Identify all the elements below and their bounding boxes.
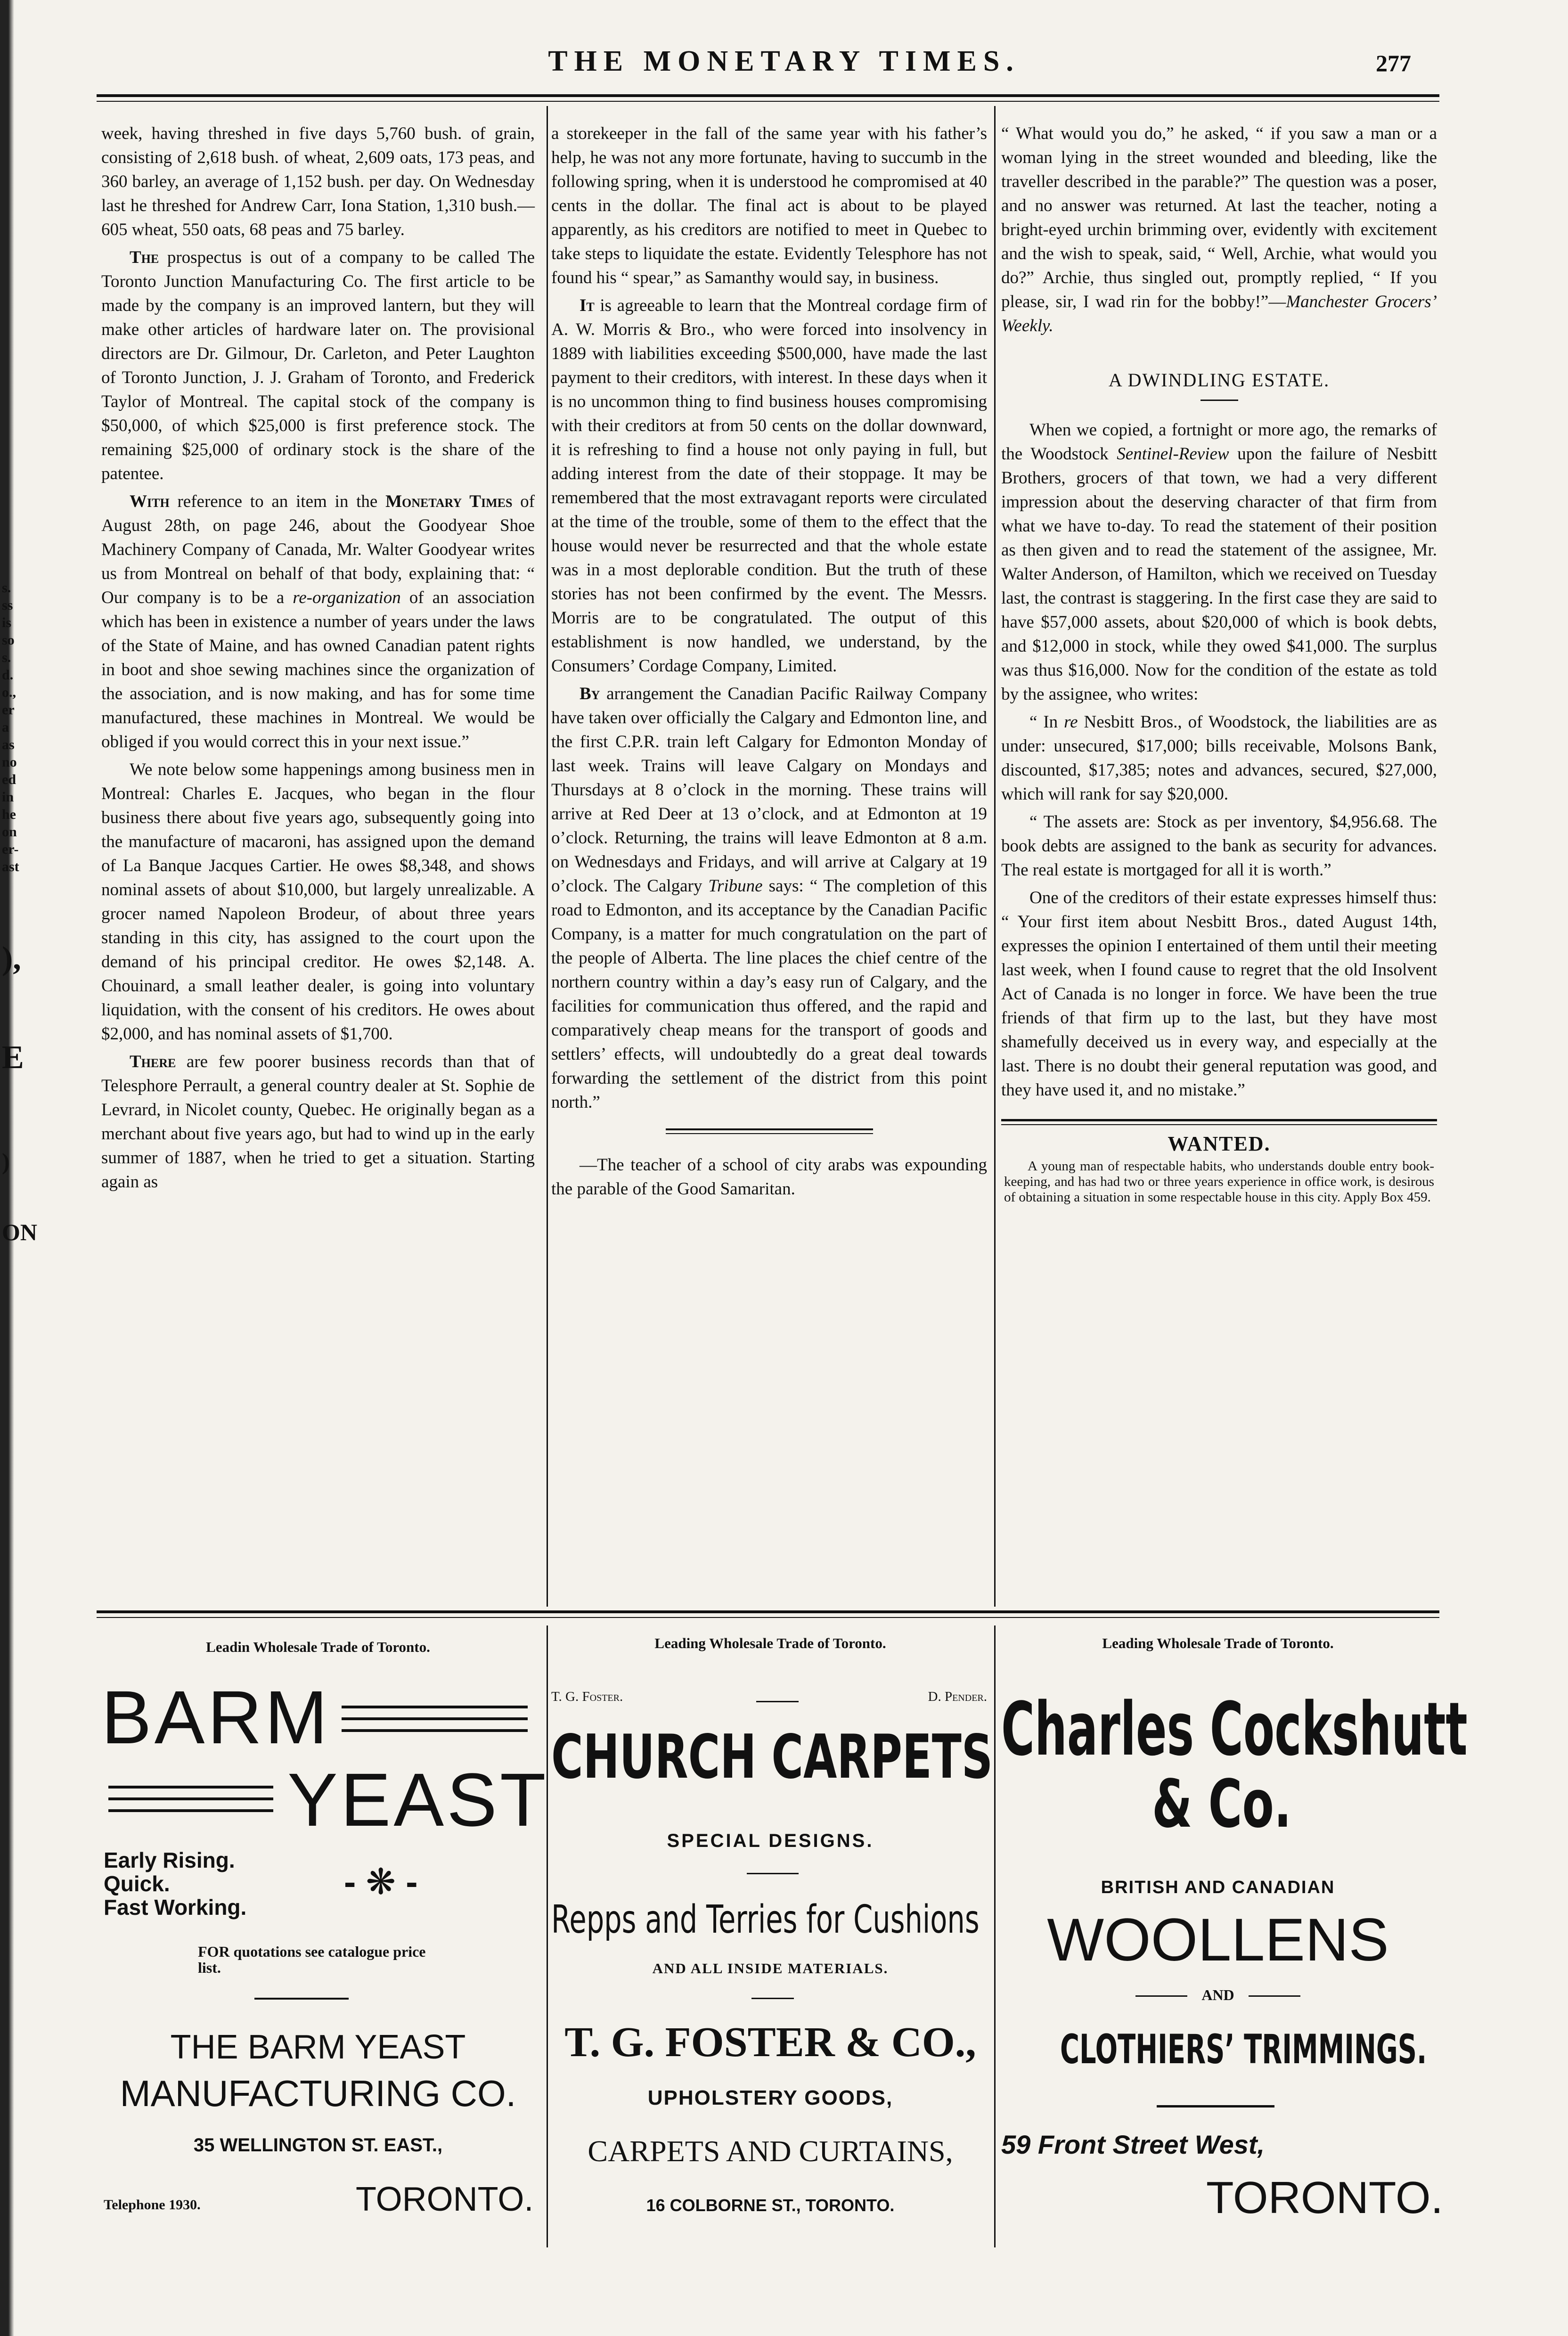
ad-heading: Leading Wholesale Trade of Toronto. xyxy=(1102,1635,1334,1651)
decorative-rule xyxy=(254,1998,349,2000)
column-divider xyxy=(547,1625,548,2247)
ad-line: UPHOLSTERY GOODS, xyxy=(647,2086,893,2109)
paragraph-lead: There xyxy=(130,1052,176,1071)
ad-word-yeast: YEAST xyxy=(287,1757,549,1842)
decorative-rule xyxy=(747,1873,799,1874)
ad-line: Quick. xyxy=(104,1871,170,1896)
paragraph-lead: By xyxy=(580,684,600,703)
ad-address: 59 Front Street West, xyxy=(1001,2130,1265,2159)
edge-fragment: ), xyxy=(2,940,21,977)
paragraph-text: of an association which has been in existence a number of years under the laws of the State of Maine, and has owned Canadian patent rights in boot and shoe sewing machines since the organization of the association, and is now making, and has for some time manufactured, these machines in Montreal. We would be obliged if you would correct this in your next issue.” xyxy=(101,588,535,751)
decorative-rule xyxy=(1249,1995,1300,1997)
column-divider xyxy=(994,106,996,1607)
ad-line: Early Rising. xyxy=(104,1848,235,1872)
separator-rule-thin xyxy=(1001,1124,1437,1125)
paragraph xyxy=(1001,418,1437,706)
ad-name: Charles Cockshutt xyxy=(1001,1686,1468,1772)
ad-woollens: WOOLLENS xyxy=(1047,1906,1389,1974)
ad-word-barm: BARM xyxy=(101,1675,331,1759)
paragraph xyxy=(1001,122,1437,338)
paragraph xyxy=(101,490,535,754)
ornament-icon: - ❋ - xyxy=(344,1862,418,1902)
edge-fragment: so xyxy=(2,632,15,648)
decorative-rule xyxy=(756,1701,799,1702)
edge-fragment: he xyxy=(2,807,16,822)
wanted-title: WANTED. xyxy=(1168,1132,1271,1155)
ad-partner-name: D. Pender. xyxy=(928,1689,987,1704)
section-title: A DWINDLING ESTATE. xyxy=(1108,369,1330,391)
ad-line: AND ALL INSIDE MATERIALS. xyxy=(652,1960,889,1977)
ad-partner-name: T. G. Foster. xyxy=(551,1689,623,1704)
edge-fragment: no xyxy=(2,754,17,770)
edge-fragment: d. xyxy=(2,667,14,683)
ad-name: & Co. xyxy=(1152,1766,1292,1843)
paragraph-lead: The xyxy=(130,248,159,267)
emphasis: re xyxy=(1064,712,1078,732)
decorative-rule xyxy=(342,1729,528,1732)
edge-fragment: ed xyxy=(2,772,16,787)
edge-fragment: o., xyxy=(2,685,16,700)
ad-heading: Leading Wholesale Trade of Toronto. xyxy=(654,1635,886,1651)
ad-subtitle: SPECIAL DESIGNS. xyxy=(667,1830,874,1851)
edge-fragment: on xyxy=(2,824,17,840)
paragraph xyxy=(551,294,987,678)
ad-line: CARPETS AND CURTAINS, xyxy=(588,2134,953,2168)
paragraph-text: “ What would you do,” he asked, “ if you saw a man or a woman lying in the street wounded and bleeding, like the traveller described in the parable?” The question was a poser, and no answer was returned. At last the teacher, noting a bright-eyed urchin brimming over, evidently with excitement and the wish to speak, said, “ Well, Archie, what would you do?” Archie, thus singled out, promptly replied, “ If you please, sir, I wad rin for the bobby!”— xyxy=(1001,124,1437,311)
paragraph: a storekeeper in the fall of the same year with his father’s help, he was not any more fortunate, having to succumb in the following spring, when it is understood he compromised at 40 cents in the dollar. The final act is about to be played apparently, as his creditors are notified to meet in Quebec to take steps to liquidate the estate. Evidently Telesphore has not found his “ spear,” as Samanthy would say, in business. xyxy=(551,124,987,287)
paragraph-text: says: “ The completion of this road to Edmonton, and its acceptance by the Canadian Pacific Company, is a matter for much congratulation on the part of the people of Alberta. The line places the chief centre of the northern country within a day’s easy run of Calgary, and the facilities for communication thus offered, and the rapid and comparatively cheap means for the transport of goods and settlers’ effects, will undoubtedly do a great deal towards forwarding the settlement of the district from this point north.” xyxy=(551,876,988,1112)
column-divider xyxy=(994,1625,996,2247)
wanted-text: A young man of respectable habits, who understands double entry book-keeping, and has had two or three years experience in office work, is desirous of obtaining a situation in some respectable house in this city. Apply Box 459. xyxy=(1004,1159,1434,1205)
paragraph: “ The assets are: Stock as per inventory, $4,956.68. The book debts are assigned to the bank as security for advances. The real estate is mortgaged for all it is worth.” xyxy=(1001,812,1437,880)
paragraph xyxy=(101,245,535,486)
ad-heading: Leadin Wholesale Trade of Toronto. xyxy=(206,1639,430,1655)
paragraph xyxy=(1001,710,1437,806)
paragraph-text: reference to an item in the xyxy=(177,492,378,511)
emphasis: re-organization xyxy=(293,588,401,607)
edge-fragment: a xyxy=(2,719,9,735)
paragraph-text: prospectus is out of a company to be called The Toronto Junction Manufacturing Co. The first article to be made by the company is an improved lantern, but they will make other articles of hardware later on. The provisional directors are Dr. Gilmour, Dr. Carleton, and Peter Laughton of Toronto Junction, J. J. Graham of Toronto, and Frederick Taylor of Montreal. The capital stock of the company is $50,000, of which $25,000 is first preference stock. The remaining $25,000 of ordinary stock is the share of the patentee. xyxy=(101,248,535,483)
ad-title: CHURCH CARPETS xyxy=(551,1722,993,1792)
title-rule xyxy=(1200,400,1238,401)
ad-company-line: MANUFACTURING CO. xyxy=(120,2073,516,2114)
paragraph xyxy=(551,682,987,1114)
edge-fragment: ON xyxy=(2,1219,37,1245)
paragraph-text: of August 28th, on page 246, about the Goodyear Shoe Machinery Company of Canada, Mr. Walter Goodyear writes us from Montreal on behalf of that body, explaining that: “ Our company is to be a xyxy=(101,492,535,607)
ad-telephone: Telephone 1930. xyxy=(104,2197,201,2213)
column-divider xyxy=(547,106,548,1607)
ad-and: AND xyxy=(1201,1986,1234,2003)
ad-trimmings: CLOTHIERS’ TRIMMINGS. xyxy=(1060,2026,1427,2073)
article-column-left xyxy=(101,122,535,1198)
ads-rule-thin xyxy=(97,1617,1439,1618)
ad-address: 35 WELLINGTON ST. EAST., xyxy=(193,2135,443,2156)
publication-name: Monetary Times xyxy=(385,492,513,511)
paragraph: week, having threshed in five days 5,760 bush. of grain, consisting of 2,618 bush. of wheat, 2,609 oats, 173 peas, and 360 barley, an average of 1,152 bush. per day. On Wednesday last he threshed for Andrew Carr, Iona Station, 1,310 bush.—605 wheat, 550 oats, 68 peas and 75 barley. xyxy=(101,124,535,239)
edge-fragment: s. xyxy=(2,580,11,596)
edge-fragment: ss xyxy=(2,597,13,613)
paragraph-text: are few poorer business records than that of Telesphore Perrault, a general country dealer at St. Sophie de Levrard, in Nicolet county, Quebec. He originally began as a merchant about five years ago, but had to wind up in the early summer of 1887, when he tried to get a situation. Starting again as xyxy=(101,1052,535,1192)
ad-line: Repps and Terries for Cushions xyxy=(551,1897,980,1942)
header-rule-thin xyxy=(97,101,1439,102)
publication-name: Tribune xyxy=(708,876,763,896)
ad-city: TORONTO. xyxy=(356,2181,534,2218)
paragraph-text: is agreeable to learn that the Montreal cordage firm of A. W. Morris & Bro., who were forced into insolvency in 1889 with liabilities exceeding $500,000, have made the last payment to their creditors, with interest. In these days when it is no uncommon thing to find business houses compromising with their creditors at from 50 cents on the dollar downward, it is refreshing to find a house not only paying in full, but adding interest from the date of their stoppage. It may be remembered that the most extravagant reports were circulated at the time of the trouble, some of them to the effect that the house would never be resurrected and that the whole estate was in a most deplorable condition. But the truth of these stories has not been confirmed by the event. The Messrs. Morris are to be congratulated. The output of this establishment is now handled, we understand, by the Consumers’ Cordage Company, Limited. xyxy=(551,296,987,676)
decorative-rule xyxy=(342,1706,528,1708)
paragraph-text: arrangement the Canadian Pacific Railway Company have taken over officially the Calgary and Edmonton line, and the first C.P.R. train left Calgary for Edmonton Monday of last week. Trains will leave Calgary on Mondays and Thursdays at 8 o’clock in the morning. These trains will arrive at Red Deer at 13 o’clock, and at Edmonton at 19 o’clock. Returning, the trains will leave Edmonton at 8 a.m. on Wednesdays and Fridays, and will arrive at Calgary at 19 o’clock. The Calgary xyxy=(551,684,988,896)
paragraph-lead: It xyxy=(580,296,595,315)
edge-fragment: er xyxy=(2,702,15,718)
decorative-rule xyxy=(342,1717,528,1720)
decorative-rule xyxy=(1157,2105,1274,2107)
edge-fragment: er- xyxy=(2,841,19,857)
source-credit: Manchester Grocers’ Weekly. xyxy=(1001,292,1437,335)
ad-company-line: THE BARM YEAST xyxy=(170,2028,466,2066)
paragraph: —The teacher of a school of city arabs was expounding the parable of the Good Samaritan. xyxy=(551,1155,987,1199)
edge-fragment: ) xyxy=(2,1148,10,1175)
decorative-rule xyxy=(108,1809,273,1812)
decorative-rule xyxy=(108,1797,273,1800)
header-rule xyxy=(97,94,1439,97)
ad-line: Fast Working. xyxy=(104,1895,247,1919)
separator-rule xyxy=(1001,1119,1437,1121)
edge-fragment: E xyxy=(2,1039,24,1076)
ads-rule xyxy=(97,1610,1439,1613)
ad-line: BRITISH AND CANADIAN xyxy=(1101,1878,1335,1897)
page-number: 277 xyxy=(1376,50,1411,76)
edge-fragment: is xyxy=(2,615,12,630)
paragraph xyxy=(101,1050,535,1194)
paragraph-text: upon the failure of Nesbitt Brothers, grocers of that town, we had a very different impression about the deserving character of that firm from what we have to-day. To read the statement of their position as then given and to read the statement of the assignee, Mr. Walter Anderson, of Hamilton, which we received on Tuesday last, the contrast is staggering. In the first case they are said to have $57,000 assets, about $20,000 of which is book debts, and $12,000 in stock, while they owed $41,000. The surplus was thus $16,000. Now for the condition of the estate as told by the assignee, who writes: xyxy=(1001,444,1437,704)
ad-address: 16 COLBORNE ST., TORONTO. xyxy=(646,2196,895,2215)
paragraph: One of the creditors of their estate expresses himself thus: “ Your first item about Nesbitt Bros., dated August 14th, expresses the opinion I entertained of them until their meeting last week, when I found cause to regret that the old Insolvent Act of Canada is no longer in force. We have been the true friends of that firm up to the last, but they have most shamefully deceived us in every way, and especially at the last. There is no doubt their general reputation was good, and they have used it, and no mistake.” xyxy=(1001,888,1437,1100)
publication-name: Sentinel-Review xyxy=(1117,444,1229,464)
paragraph-text: When we copied, a fortnight or more ago, the remarks of the Woodstock xyxy=(1001,420,1437,464)
separator-rule-thin xyxy=(666,1133,873,1134)
article-column-right xyxy=(1001,122,1437,1208)
ad-quotations-note: FOR quotations see catalogue price list. xyxy=(198,1943,426,1976)
page-title: THE MONETARY TIMES. xyxy=(548,45,1020,77)
edge-fragment: ast xyxy=(2,859,19,874)
separator-rule xyxy=(666,1128,873,1130)
edge-fragment: as xyxy=(2,737,15,752)
edge-fragment: s. xyxy=(2,650,11,665)
edge-fragment: in xyxy=(2,789,14,805)
decorative-rule xyxy=(108,1786,273,1789)
decorative-rule xyxy=(751,1998,794,1999)
ad-company: T. G. FOSTER & CO., xyxy=(564,2019,976,2066)
paragraph-lead: With xyxy=(130,492,170,511)
paragraph-text: Nesbitt Bros., of Woodstock, the liabilities are as under: unsecured, $17,000; bills receivable, Molsons Bank, discounted, $17,385; notes and advances, secured, $27,000, which will rank for say $20,000. xyxy=(1001,712,1437,804)
article-column-middle xyxy=(551,122,987,1205)
ad-city: TORONTO. xyxy=(1206,2173,1444,2223)
paragraph-text: “ In xyxy=(1029,712,1058,732)
paragraph: We note below some happenings among business men in Montreal: Charles E. Jacques, who began in the flour business there about five years ago, subsequently going into the manufacture of macaroni, has assigned upon the demand of La Banque Jacques Cartier. He owes $8,348, and shows nominal assets of about $10,000, but largely unrealizable. A grocer named Napoleon Brodeur, of about three years standing in this city, has assigned to the court upon the demand of his principal creditor. He owes $2,148. A. Chouinard, a small leather dealer, is going into voluntary liquidation, with the consent of his creditors. He owes about $2,000, and has nominal assets of $1,700. xyxy=(101,760,535,1044)
